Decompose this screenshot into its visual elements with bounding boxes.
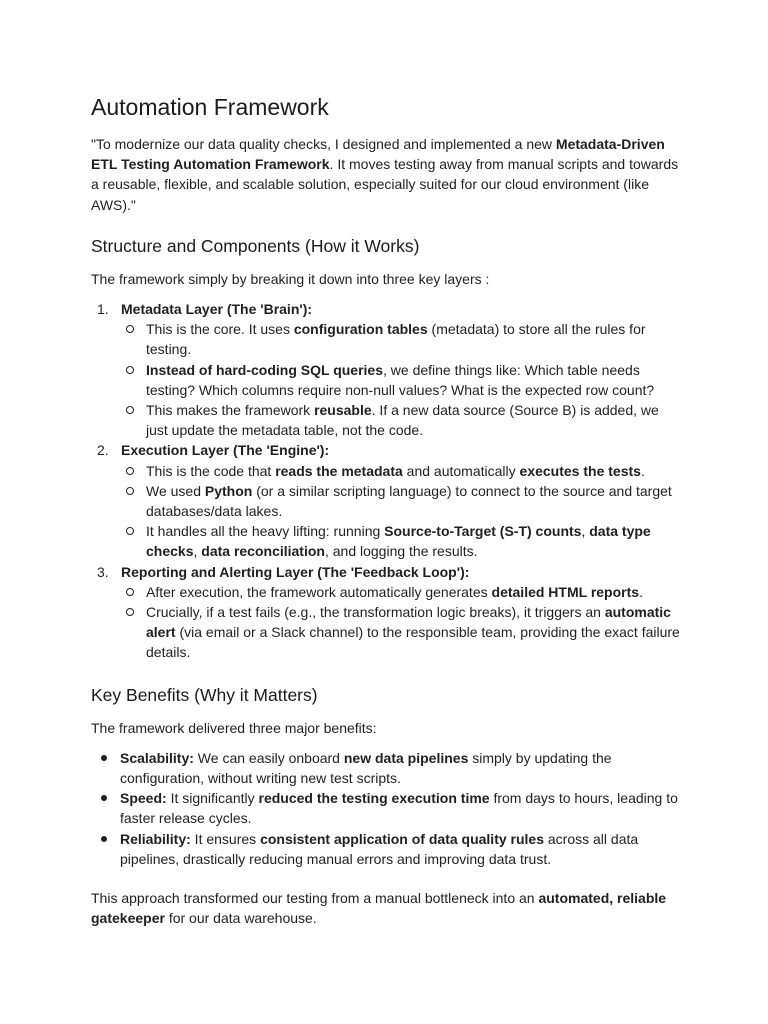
benefit-item-scalability <box>91 748 680 788</box>
item-bold: Instead of hard-coding SQL queries <box>146 361 383 378</box>
bullet-icon <box>101 836 107 842</box>
bullet-icon <box>101 795 107 801</box>
item-text: , and logging the results. <box>324 543 478 560</box>
intro-paragraph <box>91 134 680 215</box>
layer-title: Reporting and Alerting Layer (The 'Feedback Loop'): <box>121 563 470 580</box>
benefits-lead: The framework delivered three major benefits: <box>91 719 377 736</box>
sub-list-item <box>121 582 680 602</box>
conclusion-text: for our data warehouse. <box>164 910 317 927</box>
item-bold: reads the metadata <box>275 462 403 479</box>
item-bold: reduced the testing execution time <box>258 790 490 807</box>
benefit-label: Reliability: <box>120 830 191 847</box>
item-text: This makes the framework <box>146 402 315 419</box>
item-text: We can easily onboard <box>193 749 344 766</box>
layer-item-reporting <box>91 562 680 663</box>
sub-list-item <box>121 602 680 663</box>
list-number: 3. <box>97 563 109 580</box>
item-text: It handles all the heavy lifting: running <box>146 523 385 540</box>
benefit-item-speed <box>91 788 680 828</box>
item-bold: reusable <box>314 402 372 419</box>
hollow-bullet-icon <box>126 588 134 596</box>
item-bold: Python <box>204 482 253 499</box>
hollow-bullet-icon <box>126 325 134 333</box>
item-text: (or a similar scripting language) to connect to the source and target databases/data lakes. <box>146 482 672 520</box>
item-text: It significantly <box>166 790 259 807</box>
page-title: Automation Framework <box>91 94 329 120</box>
item-text: After execution, the framework automatically generates <box>146 583 492 600</box>
item-bold: executes the tests <box>519 462 641 479</box>
item-text: This is the code that <box>146 462 276 479</box>
item-bold: detailed HTML reports <box>491 583 640 600</box>
item-text: . <box>640 462 645 479</box>
benefits-heading: Key Benefits (Why it Matters) <box>91 684 318 705</box>
item-text: This is the core. It uses <box>146 321 294 338</box>
layer-item-execution <box>91 440 680 561</box>
item-text: , <box>193 543 202 560</box>
structure-heading: Structure and Components (How it Works) <box>91 235 420 256</box>
benefits-list <box>91 748 680 869</box>
item-text: (via email or a Slack channel) to the responsible team, providing the exact failure details. <box>146 624 680 661</box>
benefit-item-reliability <box>91 829 680 869</box>
benefit-label: Speed: <box>120 790 167 807</box>
item-bold: new data pipelines <box>343 749 469 766</box>
conclusion-text: This approach transformed our testing from a manual bottleneck into an <box>91 890 539 907</box>
hollow-bullet-icon <box>126 467 134 475</box>
conclusion-paragraph <box>91 888 680 928</box>
list-number: 1. <box>97 301 109 318</box>
list-number: 2. <box>97 442 109 459</box>
sub-list-item <box>121 521 680 561</box>
hollow-bullet-icon <box>126 487 134 495</box>
item-text: , <box>581 523 590 540</box>
item-text: from days to hours, leading to faster release cycles. <box>120 790 678 827</box>
hollow-bullet-icon <box>126 366 134 374</box>
intro-text: . It moves testing away from manual scripts and towards a reusable, flexible, and scalable solution, especially suited for our cloud environment (like AWS)." <box>91 156 679 213</box>
structure-lead: The framework simply by breaking it down into three key layers : <box>91 270 490 287</box>
item-text: We used <box>146 482 205 499</box>
benefit-label: Scalability: <box>120 749 194 766</box>
item-bold: consistent application of data quality rules <box>260 830 544 847</box>
hollow-bullet-icon <box>126 527 134 535</box>
layer-item-metadata <box>91 299 680 440</box>
sub-list-item <box>121 319 680 359</box>
intro-text: "To modernize our data quality checks, I designed and implemented a new <box>91 136 556 152</box>
sub-list <box>121 319 680 440</box>
item-bold: data type checks <box>146 523 651 560</box>
hollow-bullet-icon <box>126 608 134 616</box>
item-text: simply by updating the configuration, without writing new test scripts. <box>120 749 612 787</box>
layer-title: Execution Layer (The 'Engine'): <box>121 442 330 459</box>
conclusion-bold: automated, reliable gatekeeper <box>91 890 667 927</box>
item-text: across all data pipelines, drastically reducing manual errors and improving data trust. <box>120 830 639 867</box>
sub-list-item <box>121 400 680 440</box>
layer-title: Metadata Layer (The 'Brain'): <box>121 301 313 318</box>
item-text: Crucially, if a test fails (e.g., the transformation logic breaks), it triggers an <box>146 604 605 621</box>
item-text: , we define things like: Which table needs testing? Which columns require non-null values? What is the expected row count? <box>146 361 655 398</box>
item-text: . <box>639 583 643 600</box>
item-bold: configuration tables <box>293 321 428 338</box>
item-text: It ensures <box>190 830 261 847</box>
item-text: and automatically <box>402 462 520 479</box>
bullet-icon <box>101 755 107 761</box>
layers-list <box>91 299 680 663</box>
sub-list <box>121 461 680 562</box>
item-bold: Source-to-Target (S-T) counts <box>384 523 582 540</box>
item-bold: automatic alert <box>146 604 671 641</box>
intro-bold: Metadata-Driven ETL Testing Automation Framework <box>91 136 665 173</box>
sub-list <box>121 582 680 663</box>
sub-list-item <box>121 360 680 400</box>
item-text: (metadata) to store all the rules for testing. <box>146 321 646 358</box>
sub-list-item <box>121 481 680 521</box>
item-bold: data reconciliation <box>201 543 325 560</box>
item-text: . If a new data source (Source B) is added, we just update the metadata table, not the code. <box>146 402 659 439</box>
hollow-bullet-icon <box>126 406 134 414</box>
sub-list-item <box>121 461 680 481</box>
